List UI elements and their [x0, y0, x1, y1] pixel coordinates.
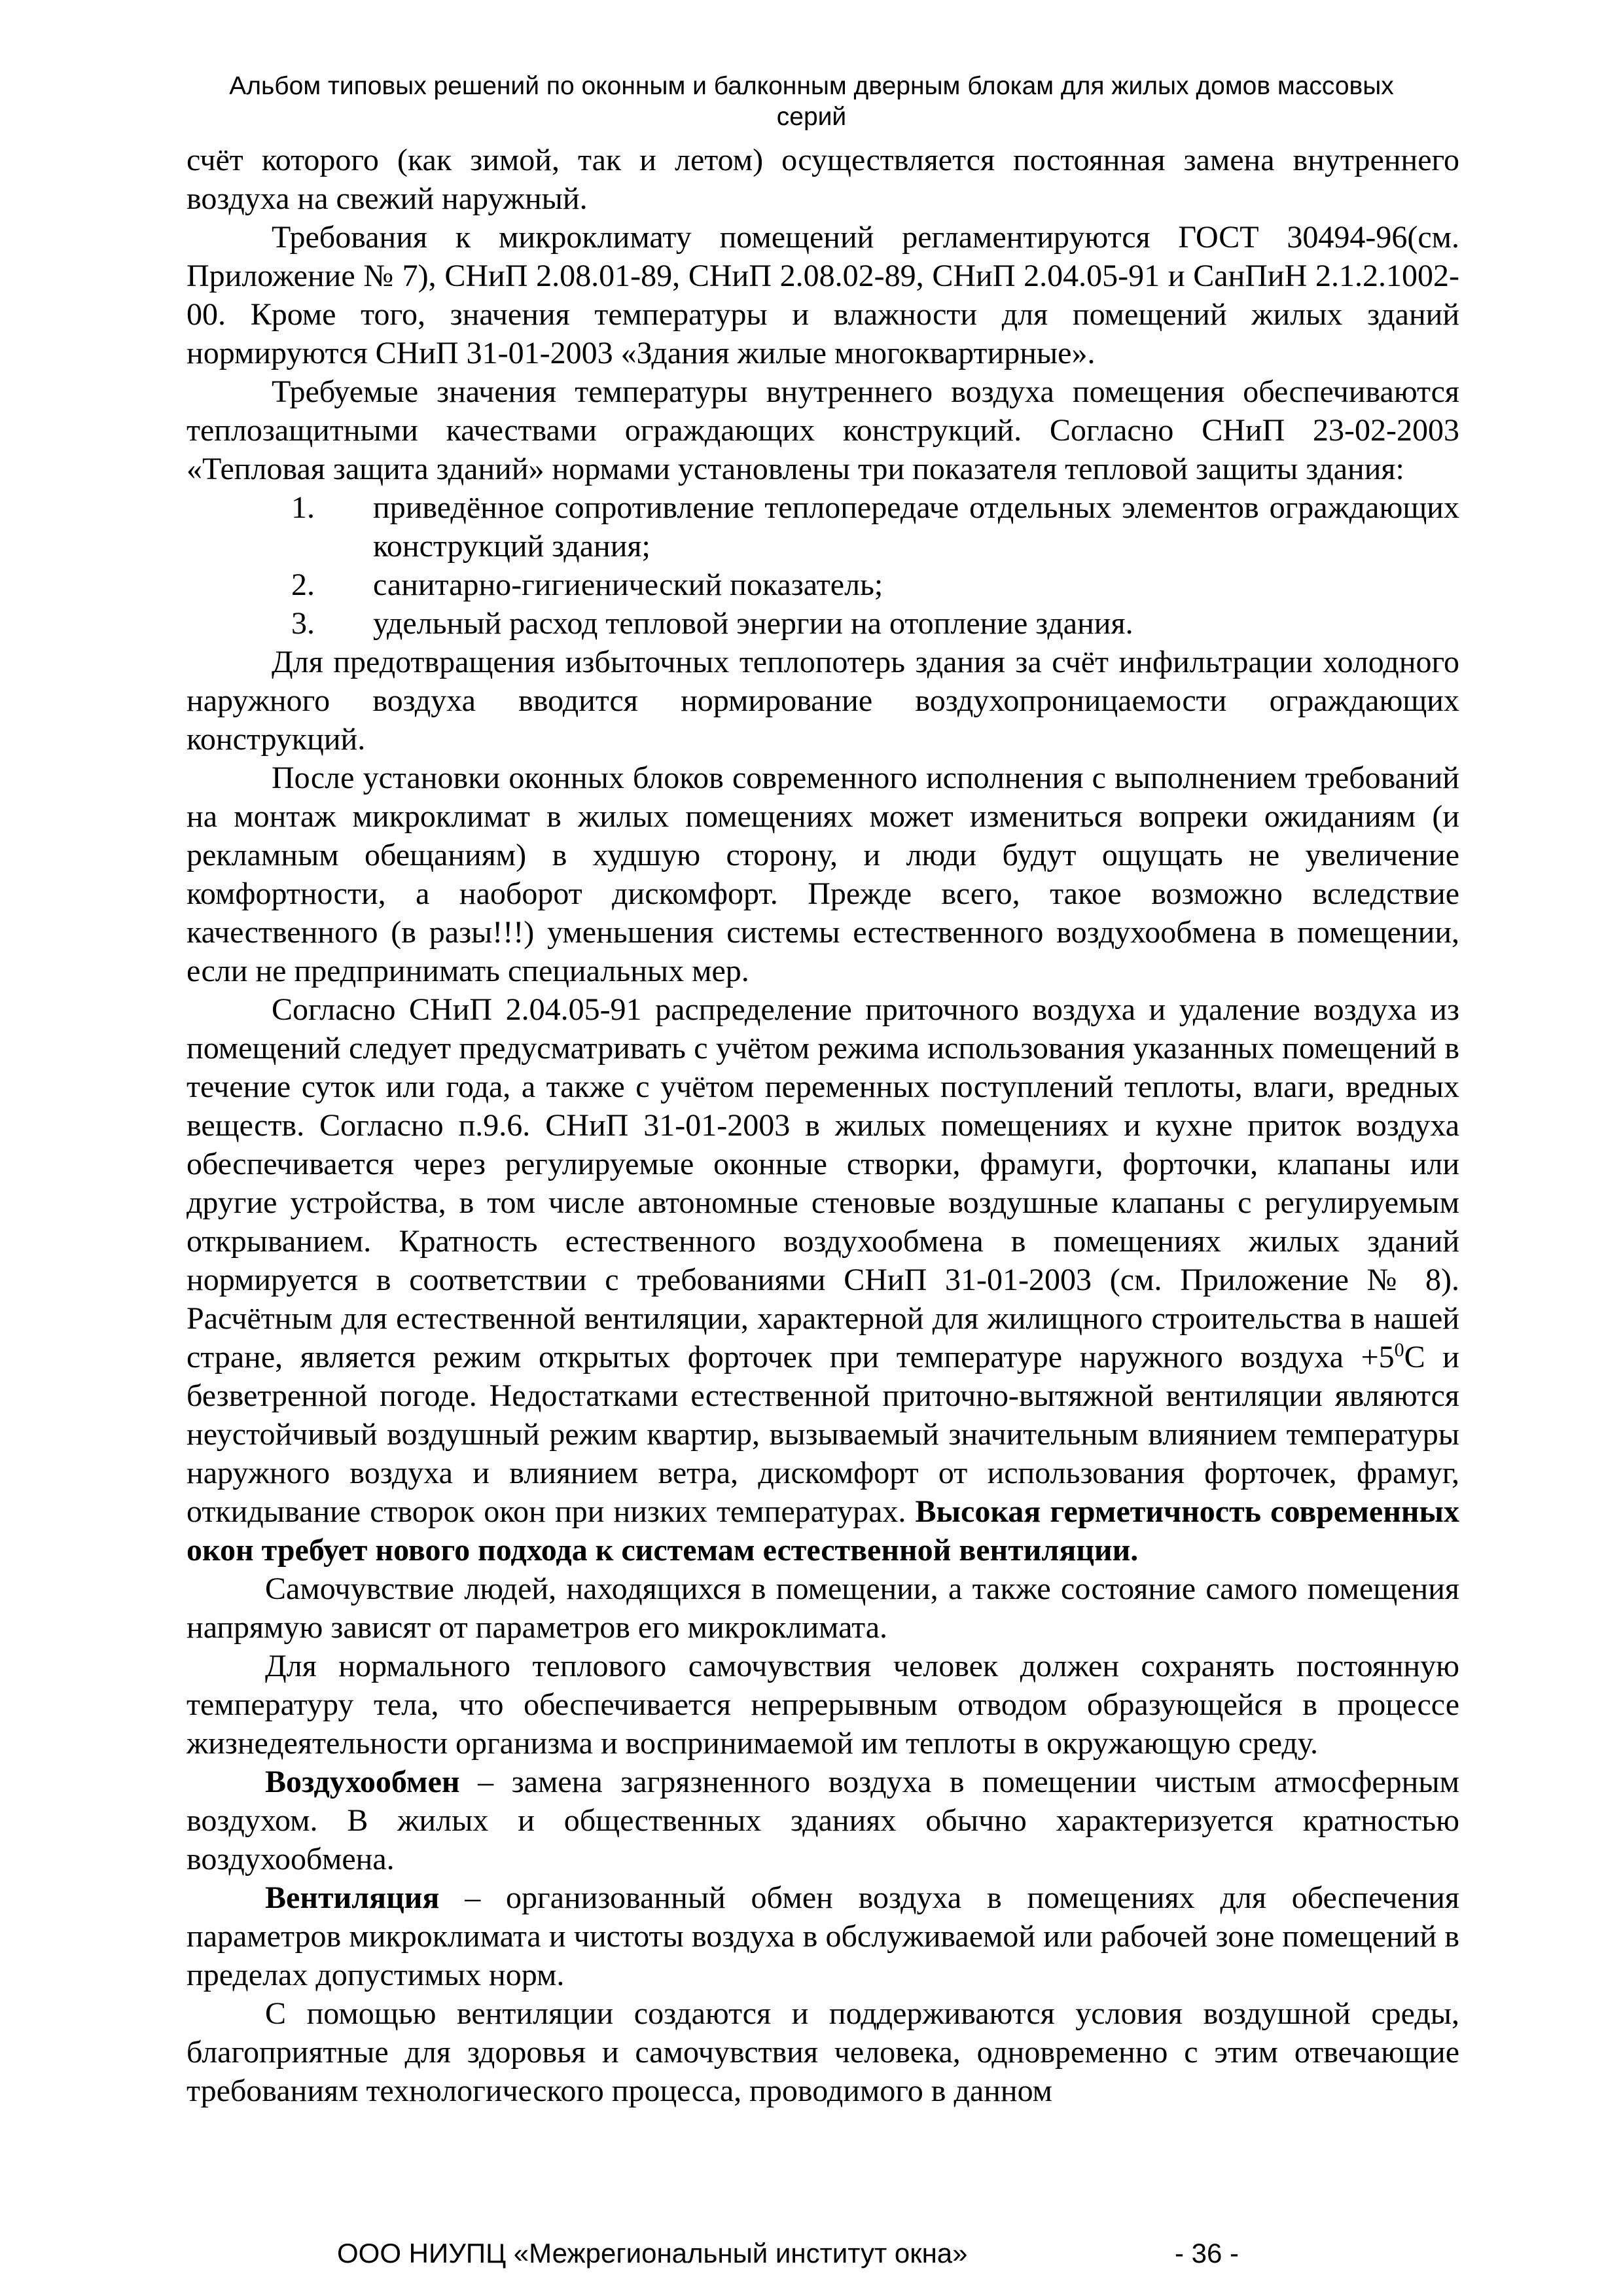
document-body [187, 141, 1459, 2110]
paragraph-4: Для предотвращения избыточных теплопотерь здания за счёт инфильтрации холодного наружного воздуха вводится нормирование воздухопроницаемости ограждающих конструкций. [187, 645, 1459, 757]
header-title-line2: серий [776, 103, 847, 131]
paragraph-3: Требуемые значения температуры внутреннего воздуха помещения обеспечиваются теплозащитными качествами ограждающих конструкций. Согласно СНиП 23-02-2003 «Тепловая защита зданий» нормами установлены три показателя тепловой защиты здания: [187, 374, 1459, 486]
page-header [164, 71, 1459, 132]
header-title-line1: Альбом типовых решений по оконным и балконным дверным блокам для жилых домов массовых [229, 72, 1394, 100]
paragraph-1: счёт которого (как зимой, так и летом) осуществляется постоянная замена внутреннего воздуха на свежий наружный. [187, 143, 1459, 216]
footer-organization: ООО НИУПЦ «Межрегиональный институт окна» [337, 2238, 968, 2269]
list-number: 1. [291, 490, 315, 525]
degree-superscript: 0 [1394, 1339, 1404, 1361]
paragraph-7: Самочувствие людей, находящихся в помещении, а также состояние самого помещения напрямую зависят от параметров его микроклимата. [187, 1571, 1459, 1645]
definition-ventilation: – организованный обмен воздуха в помещениях для обеспечения параметров микроклимата и чистоты воздуха в обслуживаемой или рабочей зоне помещений в пределах допустимых норм. [187, 1880, 1459, 1992]
paragraph-6-part-b: С и безветренной погоде. Недостатками естественной приточно-вытяжной вентиляции являются неустойчивый воздушный режим квартир, вызываемый значительным влиянием температуры наружного воздуха и влиянием ветра, дискомфорт от использования форточек, фрамуг, откидывание створок окон при низких температурах. [187, 1340, 1459, 1529]
list-text: приведённое сопротивление теплопередаче отдельных элементов ограждающих конструкций здания; [373, 490, 1459, 564]
paragraph-9 [187, 1763, 1459, 1878]
paragraph-11: С помощью вентиляции создаются и поддерживаются условия воздушной среды, благоприятные для здоровья и самочувствия человека, одновременно с этим отвечающие требованиям технологического процесса, проводимого в данном [187, 1996, 1459, 2108]
list-item [187, 565, 1459, 604]
paragraph-6-part-a: Согласно СНиП 2.04.05-91 распределение приточного воздуха и удаление воздуха из помещений следует предусматривать с учётом режима использования указанных помещений в течение суток или года, а также с учётом переменных поступлений теплоты, влаги, вредных веществ. Согласно п.9.6. СНиП 31-01-2003 в жилых помещениях и кухне приток воздуха обеспечивается через регулируемые оконные створки, фрамуги, форточки, клапаны или другие устройства, в том числе автономные стеновые воздушные клапаны с регулируемым открыванием. Кратность естественного воздухообмена в помещениях жилых зданий нормируется в соответствии с требованиями СНиП 31-01-2003 (см. Приложение № 8). Расчётным для естественной вентиляции, характерной для жилищного строительства в нашей стране, является режим открытых форточек при температуре наружного воздуха +5 [187, 992, 1459, 1374]
term-ventilation: Вентиляция [265, 1880, 440, 1915]
paragraph-5: После установки оконных блоков современного исполнения с выполнением требований на монтаж микроклимат в жилых помещениях может измениться вопреки ожиданиям (и рекламным обещаниям) в худшую сторону, и люди будут ощущать не увеличение комфортности, а наоборот дискомфорт. Прежде всего, такое возможно вследствие качественного (в разы!!!) уменьшения системы естественного воздухообмена в помещении, если не предпринимать специальных мер. [187, 761, 1459, 988]
paragraph-2: Требования к микроклимату помещений регламентируются ГОСТ 30494-96(см. Приложение № 7), СНиП 2.08.01-89, СНиП 2.08.02-89, СНиП 2.04.05-91 и СанПиН 2.1.2.1002-00. Кроме того, значения температуры и влажности для помещений жилых зданий нормируются СНиП 31-01-2003 «Здания жилые многоквартирные». [187, 220, 1459, 370]
list-text: санитарно-гигиенический показатель; [373, 567, 883, 602]
list-item [187, 604, 1459, 643]
definition-air-exchange: – замена загрязненного воздуха в помещении чистым атмосферным воздухом. В жилых и общественных зданиях обычно характеризуется кратностью воздухообмена. [187, 1765, 1459, 1876]
paragraph-10 [187, 1878, 1459, 1994]
page-number: - 36 - [1175, 2238, 1240, 2269]
paragraph-6-bold-statement: Высокая герметичность современных окон требует нового подхода к системам естественной вентиляции. [187, 1494, 1459, 1568]
term-air-exchange: Воздухообмен [265, 1765, 460, 1799]
list-item [187, 488, 1459, 565]
paragraph-6 [187, 990, 1459, 1570]
list-text: удельный расход тепловой энергии на отопление здания. [373, 606, 1133, 641]
list-number: 2. [291, 567, 315, 602]
list-number: 3. [291, 606, 315, 641]
paragraph-8: Для нормального теплового самочувствия человек должен сохранять постоянную температуру тела, что обеспечивается непрерывным отводом образующейся в процессе жизнедеятельности организма и воспринимаемой им теплоты в окружающую среду. [187, 1649, 1459, 1761]
